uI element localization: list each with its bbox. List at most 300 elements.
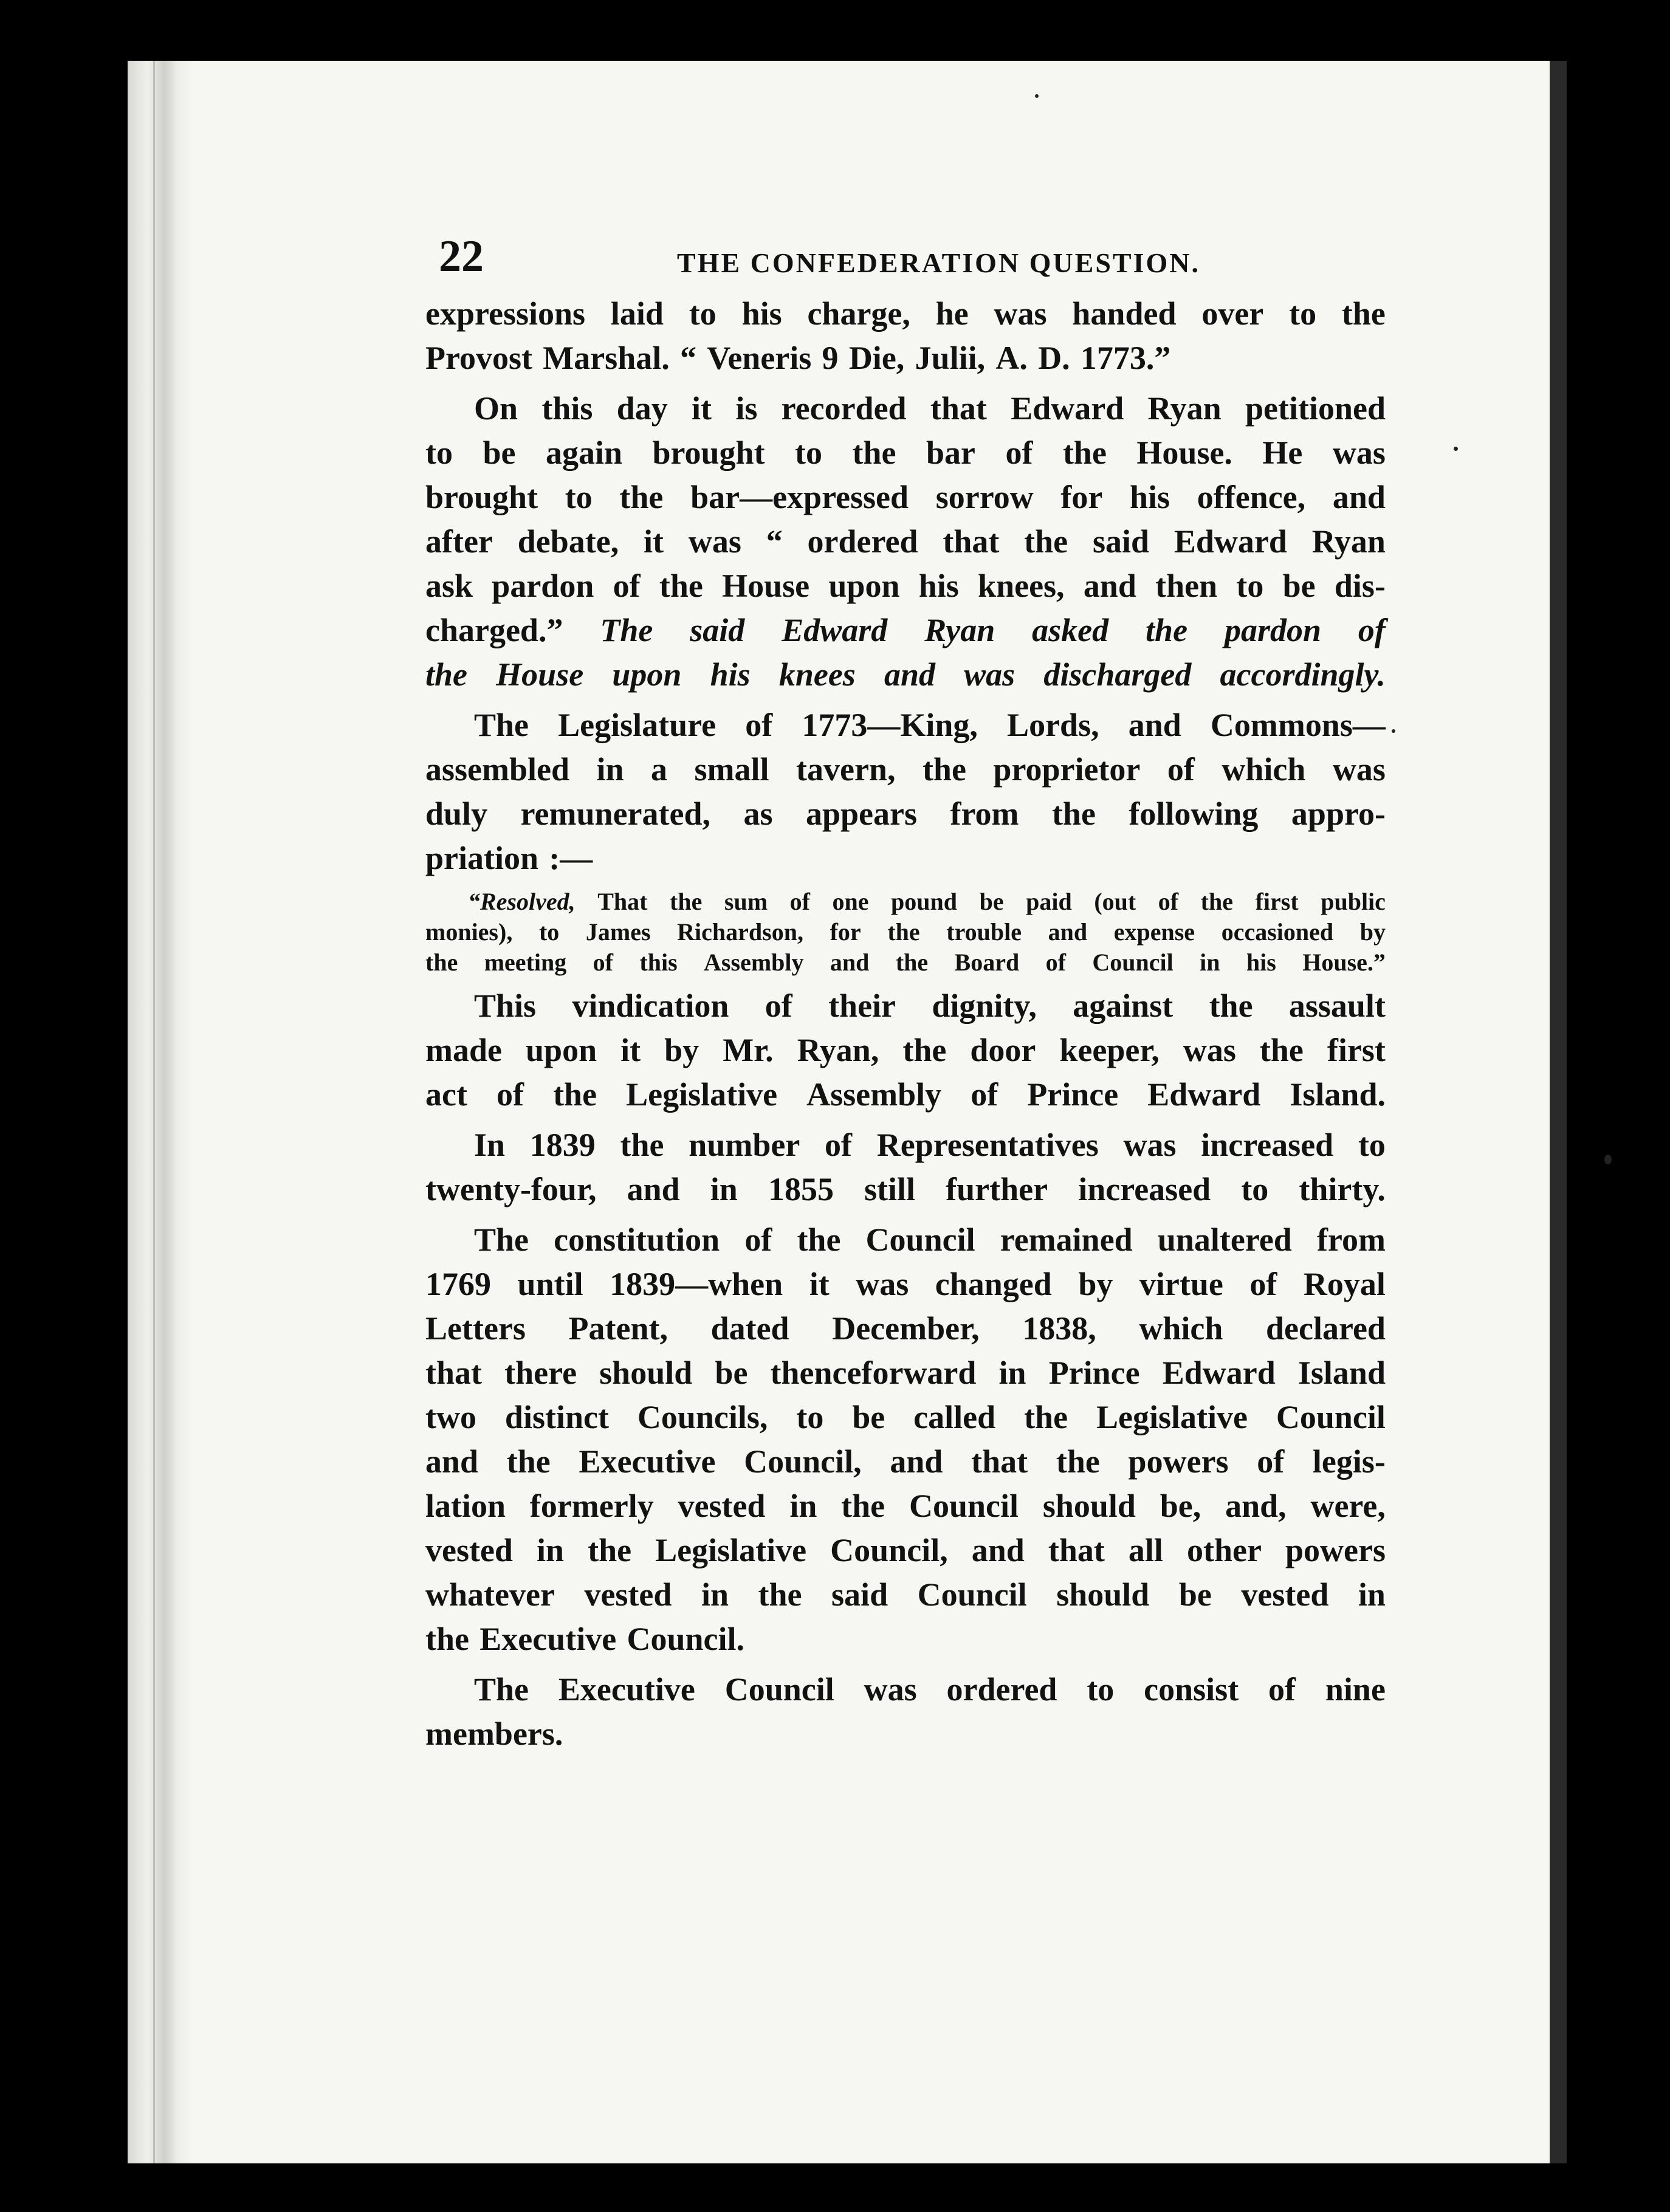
word: House.” (1302, 949, 1386, 976)
word: as (743, 795, 773, 832)
word: should (1042, 1488, 1136, 1524)
word: that (1048, 1532, 1105, 1568)
word: Royal (1303, 1266, 1386, 1302)
word: Legislature (558, 707, 716, 743)
word: vested (425, 1532, 513, 1568)
text-line (425, 1262, 1386, 1307)
word: the (425, 656, 468, 693)
word: following (1129, 795, 1259, 832)
word: Edward (1173, 523, 1287, 560)
word: Edward (1162, 1355, 1276, 1391)
word: the (1209, 987, 1253, 1024)
word: Veneris (707, 340, 812, 376)
word: charge, (807, 295, 910, 332)
word: which (1139, 1310, 1223, 1347)
word: and (425, 1443, 479, 1480)
word: occasioned (1221, 918, 1334, 946)
word: in (596, 751, 624, 788)
text-line (425, 1712, 1386, 1756)
word: 1839 (529, 1127, 596, 1163)
word: the (553, 1076, 597, 1113)
word: said (690, 612, 745, 648)
word: be (979, 888, 1004, 915)
word: members. (425, 1716, 563, 1752)
word: of (1005, 434, 1033, 471)
word: ordered (946, 1671, 1057, 1708)
word: dated (710, 1310, 789, 1347)
word: The (474, 1671, 529, 1708)
word: powers (1285, 1532, 1386, 1568)
word: thirty. (1299, 1171, 1386, 1207)
text-line (425, 1123, 1386, 1167)
text-line (425, 386, 1386, 431)
running-title: THE CONFEDERATION QUESTION. (677, 247, 1201, 278)
word: be (715, 1355, 748, 1391)
word: be (852, 1399, 885, 1435)
word: the (425, 1621, 469, 1657)
word: On (474, 390, 518, 427)
word: pardon (492, 568, 594, 604)
word: of (1045, 949, 1066, 976)
word: sum (724, 888, 768, 915)
word: and (627, 1171, 680, 1207)
word: bar—expressed (690, 479, 909, 515)
word: this (639, 949, 678, 976)
text-line (425, 836, 1386, 881)
word: the (1146, 612, 1188, 648)
word: in (701, 1576, 729, 1613)
word: Ryan (1311, 523, 1386, 560)
word: and (971, 1532, 1025, 1568)
word: Assembly (704, 949, 804, 976)
word: sorrow (935, 479, 1034, 515)
text-line (425, 608, 1386, 653)
word: to (1358, 1127, 1386, 1163)
word: A. (995, 340, 1028, 376)
word: to (1087, 1671, 1115, 1708)
word: distinct (504, 1399, 609, 1435)
word: day (616, 390, 668, 427)
text-line (425, 653, 1386, 697)
word: charged.” (425, 612, 563, 648)
word: (out (1094, 888, 1136, 915)
word: James (585, 918, 651, 946)
word: tavern, (796, 751, 896, 788)
word: the (902, 1032, 947, 1068)
word: in (537, 1532, 565, 1568)
word: it (620, 1032, 641, 1068)
word: powers (1128, 1443, 1229, 1480)
word: This (474, 987, 537, 1024)
word: brought (652, 434, 765, 471)
word: discharged (1043, 656, 1192, 693)
word: The (474, 707, 529, 743)
text-line (425, 431, 1386, 475)
word: vested (584, 1576, 672, 1613)
word: then (1155, 568, 1218, 604)
word: Council, (744, 1443, 862, 1480)
word: the (588, 1532, 632, 1568)
word: in (1358, 1576, 1386, 1613)
word: Island. (1290, 1076, 1386, 1113)
text-line (425, 1028, 1386, 1073)
word: formerly (529, 1488, 654, 1524)
word: that (425, 1355, 482, 1391)
word: constitution (554, 1221, 720, 1258)
word: still (864, 1171, 916, 1207)
word: the (506, 1443, 551, 1480)
word: was (856, 1266, 909, 1302)
word: public (1321, 888, 1386, 915)
word: Ryan (924, 612, 995, 648)
word: be, (1160, 1488, 1201, 1524)
word: Council (917, 1576, 1027, 1613)
text-line (425, 1351, 1386, 1395)
word: in (710, 1171, 738, 1207)
word: their (828, 987, 896, 1024)
word: of (593, 949, 613, 976)
word: was (964, 656, 1015, 693)
word: offence, (1197, 479, 1306, 515)
word: his (918, 568, 959, 604)
word: the (887, 918, 920, 946)
word: 1838, (1022, 1310, 1096, 1347)
word: act (425, 1076, 467, 1113)
word: of (745, 707, 773, 743)
word: “Resolved, (468, 888, 576, 915)
word: and (1332, 479, 1386, 515)
word: after (425, 523, 493, 560)
word: was (1183, 1032, 1236, 1068)
word: Marshal. (543, 340, 670, 376)
word: The (600, 612, 653, 648)
word: of (1268, 1671, 1296, 1708)
word: two (425, 1399, 476, 1435)
ink-speck (1454, 447, 1458, 451)
word: dis- (1334, 568, 1386, 604)
word: his (710, 656, 751, 693)
word: House (496, 656, 584, 693)
word: knees, (978, 568, 1065, 604)
text-line (425, 520, 1386, 564)
word: to (796, 1399, 824, 1435)
word: D. (1038, 340, 1070, 376)
word: Island (1297, 1355, 1386, 1391)
word: for (1060, 479, 1103, 515)
word: from (950, 795, 1019, 832)
word: 9 (822, 340, 839, 376)
word: the (425, 949, 458, 976)
word: Legislative (655, 1532, 807, 1568)
word: of (613, 568, 641, 604)
text-line (425, 564, 1386, 608)
word: changed (935, 1266, 1052, 1302)
word: Edward (782, 612, 888, 648)
ink-speck (1392, 729, 1395, 733)
word: of (1249, 1266, 1277, 1302)
word: his (741, 295, 782, 332)
word: the (797, 1221, 841, 1258)
word: which (1222, 751, 1306, 788)
word: 1769 (425, 1266, 491, 1302)
word: Edward (1147, 1076, 1261, 1113)
word: the (1062, 434, 1107, 471)
word: his (1246, 949, 1276, 976)
word: the (852, 434, 896, 471)
word: to (538, 918, 560, 946)
word: that (971, 1443, 1028, 1480)
word: to (1241, 1171, 1269, 1207)
text-line (425, 1668, 1386, 1712)
quote-line (425, 887, 1386, 917)
word: to (425, 434, 453, 471)
word: and (1083, 568, 1136, 604)
word: expense (1113, 918, 1195, 946)
word: proprietor (993, 751, 1141, 788)
word: Commons— (1210, 707, 1386, 743)
word: Die, (848, 340, 905, 376)
text-line (425, 792, 1386, 836)
word: asked (1032, 612, 1109, 648)
word: Councils, (637, 1399, 768, 1435)
word: Executive (479, 1621, 617, 1657)
word: keeper, (1059, 1032, 1160, 1068)
word: the (1056, 1443, 1100, 1480)
word: vindication (572, 987, 729, 1024)
text-line (425, 336, 1386, 380)
word: be (483, 434, 516, 471)
word: laid (610, 295, 664, 332)
word: assault (1288, 987, 1386, 1024)
word: the (659, 568, 703, 604)
text-line (425, 1440, 1386, 1484)
word: Assembly (806, 1076, 942, 1113)
word: a (651, 751, 668, 788)
word: “ (680, 340, 697, 376)
word: Mr. (723, 1032, 774, 1068)
word: that (943, 523, 1000, 560)
word: pound (891, 888, 958, 915)
text-line (425, 1218, 1386, 1262)
facing-page-edge (1550, 61, 1567, 2163)
word: Council (1092, 949, 1173, 976)
word: remunerated, (520, 795, 710, 832)
body-text (425, 292, 1386, 1756)
word: to (565, 479, 593, 515)
word: he (935, 295, 969, 332)
word: Council (724, 1671, 834, 1708)
word: in (1200, 949, 1220, 976)
word: of (744, 1221, 772, 1258)
word: was (864, 1671, 917, 1708)
word: be (1282, 568, 1316, 604)
word: over (1201, 295, 1264, 332)
word: the (620, 1127, 664, 1163)
word: the (1024, 1399, 1068, 1435)
word: Letters (425, 1310, 526, 1347)
word: the (1259, 1032, 1304, 1068)
word: by (664, 1032, 699, 1068)
word: paid (1026, 888, 1072, 915)
word: ordered (807, 523, 918, 560)
word: again (545, 434, 622, 471)
word: That (597, 888, 648, 915)
word: said (831, 1576, 888, 1613)
word: to (1236, 568, 1264, 604)
word: Council, (830, 1532, 948, 1568)
word: whatever (425, 1576, 555, 1613)
word: from (1316, 1221, 1386, 1258)
word: the (1200, 888, 1233, 915)
word: The (474, 1221, 529, 1258)
word: petitioned (1245, 390, 1386, 427)
word: it (692, 390, 712, 427)
word: to (1289, 295, 1317, 332)
word: and (890, 1443, 943, 1480)
word: declared (1265, 1310, 1386, 1347)
word: brought (425, 479, 538, 515)
word: Prince (1048, 1355, 1140, 1391)
word: meeting (484, 949, 567, 976)
text-line (425, 984, 1386, 1028)
block-quote (425, 887, 1386, 978)
word: appears (805, 795, 917, 832)
word: duly (425, 795, 488, 832)
word: other (1186, 1532, 1262, 1568)
word: door (970, 1032, 1036, 1068)
word: the (841, 1488, 885, 1524)
word: accordingly. (1220, 656, 1386, 693)
word: and (1048, 918, 1088, 946)
word: in (789, 1488, 817, 1524)
word: vested (1241, 1576, 1329, 1613)
word: it (644, 523, 664, 560)
word: was (1123, 1127, 1177, 1163)
word: of (765, 987, 792, 1024)
word: Provost (425, 340, 532, 376)
word: Ryan (1147, 390, 1222, 427)
text-line (425, 1484, 1386, 1528)
text-line (425, 1307, 1386, 1351)
word: and (830, 949, 870, 976)
word: assembled (425, 751, 570, 788)
word: legis- (1312, 1443, 1386, 1480)
word: of (825, 1127, 853, 1163)
word: the (922, 751, 966, 788)
word: nine (1325, 1671, 1386, 1708)
word: Richardson, (677, 918, 803, 946)
word: Prince (1027, 1076, 1119, 1113)
word: “ (766, 523, 783, 560)
word: lation (425, 1488, 506, 1524)
word: of (497, 1076, 524, 1113)
word: first (1327, 1032, 1386, 1068)
word: by (1078, 1266, 1113, 1302)
word: Patent, (568, 1310, 668, 1347)
word: expressions (425, 295, 586, 332)
word: of (1358, 612, 1386, 648)
text-line (425, 703, 1386, 747)
word: and (884, 656, 935, 693)
word: upon (612, 656, 682, 693)
word: Council (909, 1488, 1019, 1524)
word: Council (1276, 1399, 1386, 1435)
word: small (694, 751, 769, 788)
ink-speck (1035, 94, 1039, 98)
word: for (830, 918, 861, 946)
word: upon (526, 1032, 597, 1068)
word: Representatives (876, 1127, 1099, 1163)
word: of (789, 888, 810, 915)
word: appro- (1291, 795, 1386, 832)
word: until (517, 1266, 583, 1302)
word: of (1257, 1443, 1285, 1480)
text-line (425, 1073, 1386, 1117)
word: against (1073, 987, 1173, 1024)
page-number: 22 (439, 232, 484, 281)
word: the (1051, 795, 1096, 832)
word: was (688, 523, 741, 560)
text-line (425, 1167, 1386, 1212)
word: was (1332, 434, 1386, 471)
text-line (425, 1528, 1386, 1573)
ink-speck (1604, 1155, 1612, 1164)
quote-line (425, 947, 1386, 978)
word: first (1255, 888, 1299, 915)
word: should (1056, 1576, 1150, 1613)
quote-line (425, 917, 1386, 947)
word: called (913, 1399, 996, 1435)
word: in (998, 1355, 1026, 1391)
word: of (1167, 751, 1195, 788)
word: consist (1144, 1671, 1239, 1708)
word: trouble (946, 918, 1022, 946)
page-binding-edge (128, 61, 194, 2163)
word: and, (1225, 1488, 1287, 1524)
word: of (1158, 888, 1179, 915)
word: were, (1310, 1488, 1386, 1524)
word: virtue (1139, 1266, 1223, 1302)
word: upon (828, 568, 900, 604)
word: was (994, 295, 1047, 332)
page-header (439, 231, 1399, 286)
word: there (504, 1355, 577, 1391)
word: In (474, 1127, 506, 1163)
word: Legislative (626, 1076, 778, 1113)
text-line (425, 1617, 1386, 1661)
word: 1839—when (610, 1266, 783, 1302)
word: of (971, 1076, 998, 1113)
word: his (1130, 479, 1170, 515)
text-line (425, 1573, 1386, 1617)
word: unaltered (1157, 1221, 1292, 1258)
word: Executive (579, 1443, 716, 1480)
word: to (795, 434, 823, 471)
word: debate, (517, 523, 619, 560)
word: and (1128, 707, 1181, 743)
word: Ryan, (797, 1032, 879, 1068)
word: it (809, 1266, 830, 1302)
word: Julii, (915, 340, 986, 376)
word: made (425, 1032, 502, 1068)
word: recorded (781, 390, 907, 427)
word: Edward (1011, 390, 1124, 427)
word: Lords, (1007, 707, 1099, 743)
word: handed (1072, 295, 1177, 332)
word: said (1092, 523, 1150, 560)
word: the (670, 888, 703, 915)
word: the (1341, 295, 1386, 332)
